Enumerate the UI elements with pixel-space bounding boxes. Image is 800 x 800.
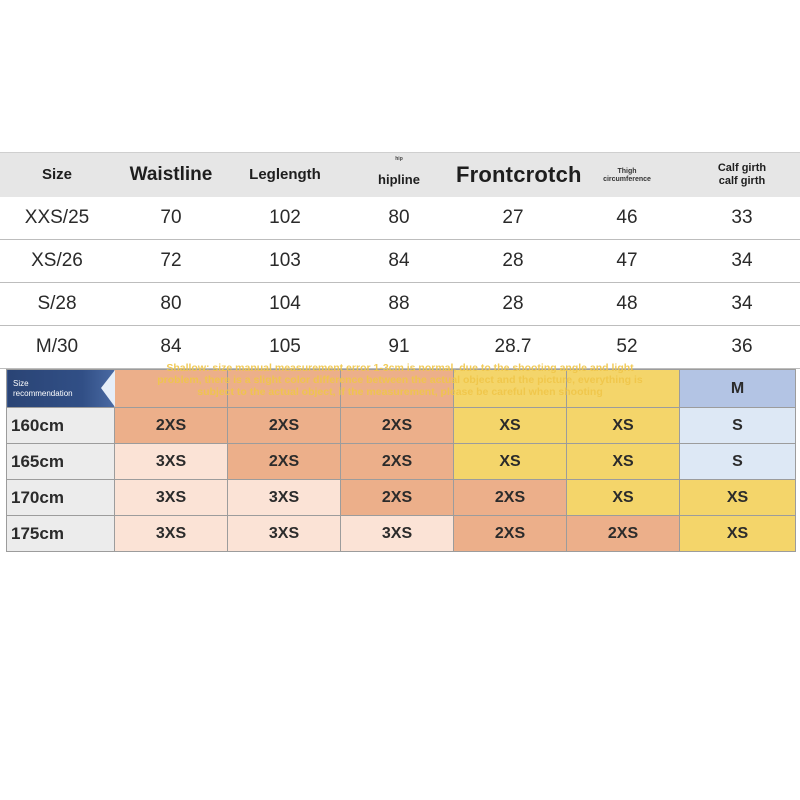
header-hipline-small: hip	[395, 156, 403, 163]
cell-leglength: 102	[269, 206, 301, 228]
recommendation-row-160	[7, 408, 796, 444]
cell-frontcrotch: 27	[502, 206, 524, 228]
cell-calf: 36	[731, 336, 753, 357]
recommendation-header-cell	[454, 370, 567, 408]
cell-waistline: 72	[160, 250, 182, 271]
size-table-header-row	[0, 153, 800, 197]
recommendation-cell: 3XS	[228, 516, 341, 552]
cell-hipline: 88	[388, 293, 410, 314]
recommendation-cell: XS	[567, 444, 680, 480]
cell-size: XXS/25	[24, 206, 90, 228]
recommendation-header-label	[7, 370, 115, 408]
size-row-xs	[0, 240, 800, 283]
height-cell: 170cm	[7, 480, 115, 516]
recommendation-header-cell	[115, 370, 228, 408]
cell-thigh: 47	[616, 250, 638, 271]
cell-calf: 34	[731, 250, 753, 271]
recommendation-cell: 2XS	[341, 480, 454, 516]
header-size: Size	[41, 166, 72, 184]
cell-hipline: 91	[388, 336, 410, 357]
header-waistline: Waistline	[129, 163, 213, 185]
cell-frontcrotch: 28.7	[494, 336, 532, 357]
cell-waistline: 84	[160, 336, 182, 357]
cell-frontcrotch: 28	[502, 250, 524, 271]
cell-waistline: 70	[160, 206, 182, 228]
header-thigh-line1: Thigh	[617, 167, 637, 175]
recommendation-cell: 2XS	[115, 408, 228, 444]
recommendation-header-m: M	[680, 370, 796, 408]
cell-size: XS/26	[31, 250, 83, 271]
recommendation-cell: 3XS	[115, 444, 228, 480]
recommendation-cell: XS	[680, 480, 796, 516]
recommendation-cell: 2XS	[341, 444, 454, 480]
header-thigh	[570, 153, 684, 197]
recommendation-header-cell	[341, 370, 454, 408]
cell-hipline: 84	[388, 250, 410, 271]
cell-leglength: 104	[269, 293, 301, 314]
recommendation-label-line2: recommendation	[13, 388, 73, 398]
recommendation-cell: 3XS	[341, 516, 454, 552]
recommendation-cell: 3XS	[115, 480, 228, 516]
header-frontcrotch: Frontcrotch	[456, 161, 582, 187]
height-cell: 160cm	[7, 408, 115, 444]
header-hipline-main: hipline	[378, 172, 420, 188]
recommendation-cell: 2XS	[454, 516, 567, 552]
recommendation-cell: 2XS	[228, 444, 341, 480]
size-row-s	[0, 283, 800, 326]
recommendation-header-row	[7, 370, 796, 408]
size-measurement-table	[0, 152, 800, 369]
recommendation-cell: 2XS	[341, 408, 454, 444]
recommendation-header-cell	[567, 370, 680, 408]
recommendation-cell: 3XS	[228, 480, 341, 516]
size-recommendation-table	[6, 369, 796, 552]
recommendation-cell: XS	[454, 444, 567, 480]
recommendation-cell: S	[680, 408, 796, 444]
recommendation-cell: S	[680, 444, 796, 480]
cell-size: S/28	[37, 293, 77, 314]
cell-calf: 33	[731, 206, 753, 228]
recommendation-cell: XS	[680, 516, 796, 552]
size-row-xxs	[0, 197, 800, 240]
recommendation-cell: 3XS	[115, 516, 228, 552]
header-calf-line2: calf girth	[718, 174, 766, 187]
recommendation-row-165	[7, 444, 796, 480]
cell-frontcrotch: 28	[502, 293, 524, 314]
recommendation-cell: XS	[454, 408, 567, 444]
height-cell: 165cm	[7, 444, 115, 480]
cell-calf: 34	[731, 293, 753, 314]
recommendation-cell: XS	[567, 480, 680, 516]
recommendation-label-line1: Size	[13, 378, 29, 388]
header-hipline	[342, 153, 456, 197]
recommendation-cell: 2XS	[454, 480, 567, 516]
cell-waistline: 80	[160, 293, 182, 314]
cell-size: M/30	[35, 336, 79, 357]
recommendation-cell: 2XS	[228, 408, 341, 444]
header-notch-decoration	[101, 370, 115, 407]
height-cell: 175cm	[7, 516, 115, 552]
recommendation-row-170	[7, 480, 796, 516]
size-row-m	[0, 326, 800, 369]
recommendation-header-cell	[228, 370, 341, 408]
measurement-disclaimer: Shallow: size manual measurement error 1-3cm is normal, due to the shooting angle and light problem, there is a slight color difference between the actual object and the picture, everything is subject to the actual object, if the measurement, please be careful when shooting	[157, 362, 643, 398]
header-thigh-line2: circumference	[603, 175, 651, 183]
recommendation-cell: XS	[567, 408, 680, 444]
cell-thigh: 52	[616, 336, 638, 357]
header-leglength: Leglength	[249, 166, 321, 184]
cell-leglength: 105	[269, 336, 301, 357]
cell-thigh: 48	[616, 293, 638, 314]
cell-hipline: 80	[388, 206, 410, 228]
header-calf-line1: Calf girth	[717, 161, 767, 174]
cell-thigh: 46	[616, 206, 638, 228]
recommendation-cell: 2XS	[567, 516, 680, 552]
header-calf-girth	[684, 153, 800, 197]
recommendation-row-175	[7, 516, 796, 552]
cell-leglength: 103	[269, 250, 301, 271]
